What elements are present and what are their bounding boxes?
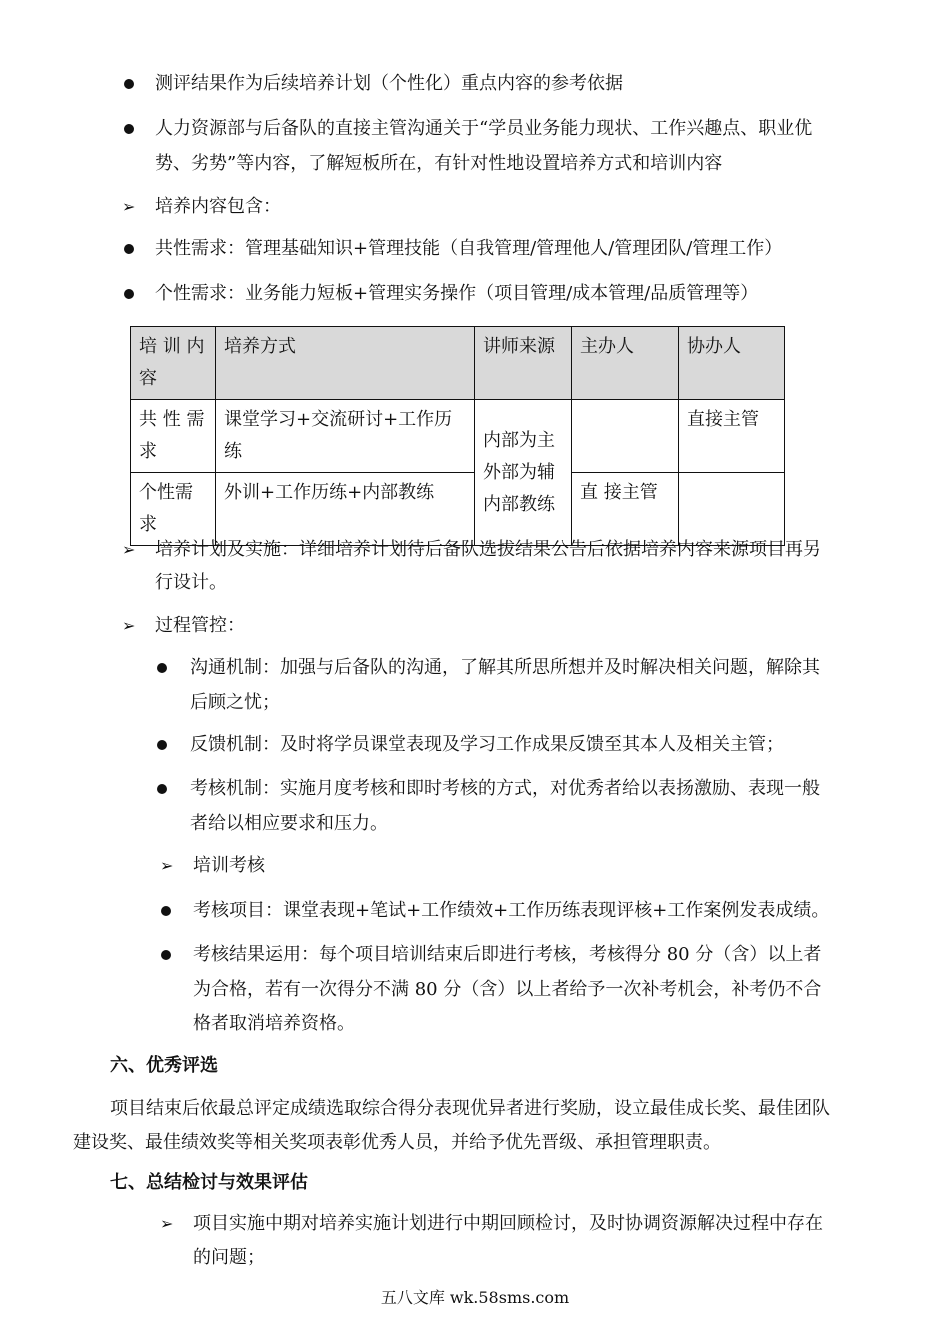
- arrow-bullet-icon: ➢: [122, 616, 136, 635]
- bullet-icon: [157, 663, 167, 673]
- bullet-icon: [124, 79, 134, 89]
- table-header-row: [131, 327, 785, 400]
- arrow-bullet-icon: ➢: [122, 540, 136, 559]
- footer-watermark: 五八文库 wk.58sms.com: [380, 1288, 570, 1307]
- table-cell: 个性需求: [131, 473, 216, 546]
- text-line: 过程管控：: [155, 615, 245, 636]
- training-table: [130, 326, 785, 546]
- text-line: 个性需求：业务能力短板+管理实务操作（项目管理/成本管理/品质管理等）: [155, 283, 759, 304]
- table-cell: 外训+工作历练+内部教练: [216, 473, 475, 546]
- text-line: 考核项目：课堂表现+笔试+工作绩效+工作历练表现评核+工作案例发表成绩。: [193, 900, 830, 921]
- text-line: 培养内容包含：: [155, 196, 281, 217]
- text-line: 势、劣势”等内容，了解短板所在，有针对性地设置培养方式和培训内容: [155, 153, 723, 174]
- table-header-cell: 主办人: [572, 327, 679, 400]
- bullet-icon: [157, 740, 167, 750]
- bullet-icon: [124, 244, 134, 254]
- bullet-icon: [124, 289, 134, 299]
- arrow-bullet-icon: ➢: [160, 856, 174, 875]
- text-line: 建设奖、最佳绩效奖等相关奖项表彰优秀人员，并给予优先晋级、承担管理职责。: [73, 1132, 721, 1153]
- section-heading: 七、总结检讨与效果评估: [110, 1172, 308, 1193]
- table-header-cell: 培养方式: [216, 327, 475, 400]
- text-line: 共性需求：管理基础知识+管理技能（自我管理/管理他人/管理团队/管理工作）: [155, 238, 783, 259]
- table-header-cell: 讲师来源: [475, 327, 572, 400]
- text-line: 考核结果运用：每个项目培训结束后即进行考核，考核得分 80 分（含）以上者: [193, 944, 822, 965]
- bullet-icon: [161, 950, 171, 960]
- bullet-icon: [161, 906, 171, 916]
- text-line: 的问题；: [193, 1247, 265, 1268]
- table-cell: [572, 400, 679, 473]
- arrow-bullet-icon: ➢: [160, 1214, 174, 1233]
- text-line: 为合格，若有一次得分不满 80 分（含）以上者给予一次补考机会，补考仍不合: [193, 979, 822, 1000]
- table-cell: 共 性 需求: [131, 400, 216, 473]
- table-row: [131, 400, 785, 473]
- table-row: [131, 473, 785, 546]
- text-line: 者给以相应要求和压力。: [190, 813, 388, 834]
- text-line: 行设计。: [155, 572, 227, 593]
- arrow-bullet-icon: ➢: [122, 197, 136, 216]
- text-line: 项目实施中期对培养实施计划进行中期回顾检讨，及时协调资源解决过程中存在: [193, 1213, 823, 1234]
- bullet-icon: [157, 784, 167, 794]
- bullet-icon: [124, 124, 134, 134]
- text-line: 考核机制：实施月度考核和即时考核的方式，对优秀者给以表扬激励、表现一般: [190, 778, 820, 799]
- table-header-cell: 协办人: [679, 327, 785, 400]
- text-line: 人力资源部与后备队的直接主管沟通关于“学员业务能力现状、工作兴趣点、职业优: [155, 118, 813, 139]
- table-cell: 内部为主外部为辅内部教练: [475, 400, 572, 546]
- text-line: 后顾之忧；: [190, 692, 280, 713]
- text-line: 格者取消培养资格。: [193, 1013, 355, 1034]
- text-line: 反馈机制：及时将学员课堂表现及学习工作成果反馈至其本人及相关主管；: [190, 734, 784, 755]
- table-cell: [679, 473, 785, 546]
- text-line: 测评结果作为后续培养计划（个性化）重点内容的参考依据: [155, 73, 623, 94]
- text-line: 项目结束后依最总评定成绩选取综合得分表现优异者进行奖励，设立最佳成长奖、最佳团队: [110, 1098, 830, 1119]
- table-cell: 课堂学习+交流研讨+工作历练: [216, 400, 475, 473]
- text-line: 沟通机制：加强与后备队的沟通，了解其所思所想并及时解决相关问题，解除其: [190, 657, 820, 678]
- text-line: 培养计划及实施：详细培养计划待后备队选拔结果公告后依据培养内容来源项目再另: [155, 539, 821, 560]
- table-cell: 直接主管: [679, 400, 785, 473]
- text-line: 培训考核: [193, 855, 265, 876]
- table-cell: 直 接主管: [572, 473, 679, 546]
- section-heading: 六、优秀评选: [110, 1055, 218, 1076]
- table-header-cell: 培 训 内容: [131, 327, 216, 400]
